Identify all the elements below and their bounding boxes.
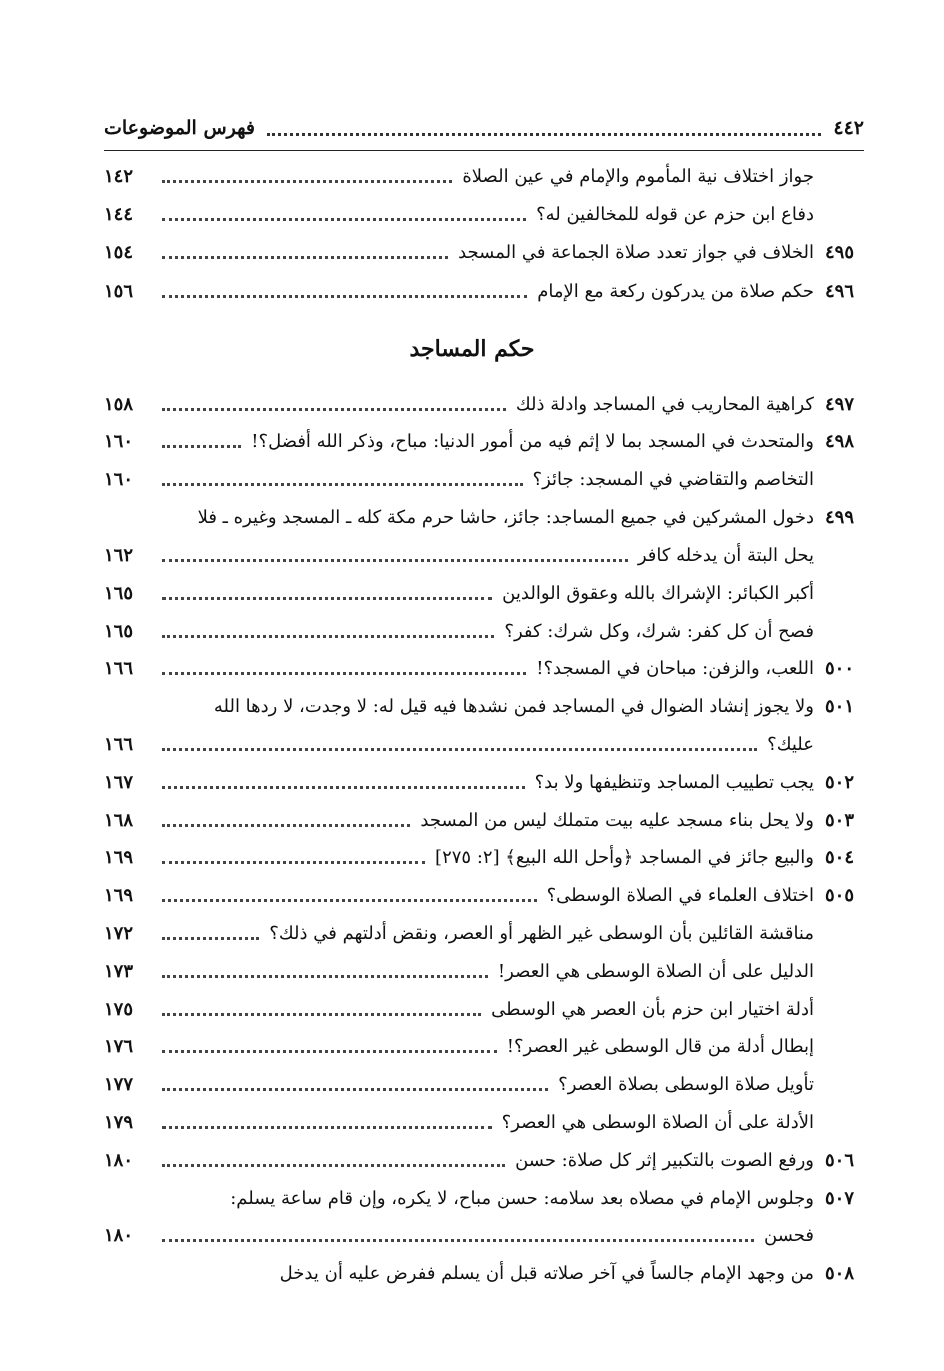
index-entry xyxy=(104,236,854,270)
leader-dots xyxy=(162,975,488,978)
header-page-number: ٤٤٢ xyxy=(833,117,864,139)
entry-page: ١٦٥ xyxy=(104,583,134,604)
entry-page: ١٦٩ xyxy=(104,847,134,868)
header-title: فهرس الموضوعات xyxy=(104,117,255,139)
index-entry xyxy=(104,615,854,649)
entry-page: ١٧٢ xyxy=(104,923,134,944)
leader-dots xyxy=(162,824,410,827)
leader-dots xyxy=(162,786,525,789)
leader-dots xyxy=(162,408,506,411)
leader-dots xyxy=(162,635,494,638)
index-entry xyxy=(104,955,854,989)
entry-text: دفاع ابن حزم عن قوله للمخالفين له؟ xyxy=(536,204,814,225)
entry-page: ١٨٠ xyxy=(104,1225,134,1246)
entry-page: ١٨٠ xyxy=(104,1150,134,1171)
leader-dots xyxy=(162,218,526,221)
entry-number: ٥٠٥ xyxy=(824,885,854,906)
index-entry xyxy=(104,1219,854,1253)
entry-text: الدليل على أن الصلاة الوسطى هي العصر! xyxy=(497,961,814,982)
entry-page: ١٧٩ xyxy=(104,1112,134,1133)
entry-page: ١٦٦ xyxy=(104,734,134,755)
entry-text: يحل البتة أن يدخله كافر xyxy=(637,545,814,566)
entry-text: فحسن xyxy=(764,1225,814,1246)
index-entry xyxy=(104,160,854,194)
header-leader-dots xyxy=(267,133,821,136)
entry-text: جواز اختلاف نية المأموم والإمام في عين الصلاة xyxy=(462,166,814,187)
index-entry xyxy=(104,463,854,497)
entry-text: يجب تطييب المساجد وتنظيفها ولا بد؟ xyxy=(534,772,814,793)
index-entry xyxy=(104,425,854,459)
leader-dots xyxy=(162,597,492,600)
entry-number: ٤٩٦ xyxy=(824,281,854,302)
index-entry xyxy=(104,1144,854,1178)
entry-page: ١٥٨ xyxy=(104,394,134,415)
entry-page: ١٦٧ xyxy=(104,772,134,793)
entry-number: ٥٠٣ xyxy=(824,810,854,831)
leader-dots xyxy=(162,748,757,751)
entry-number: ٤٩٥ xyxy=(824,242,854,263)
leader-dots xyxy=(162,445,241,448)
index-entry xyxy=(104,501,854,535)
leader-dots xyxy=(162,180,452,183)
index-entry xyxy=(104,1257,854,1291)
entry-number: ٥٠٧ xyxy=(824,1188,854,1209)
leader-dots xyxy=(162,1050,497,1053)
leader-dots xyxy=(162,1013,481,1016)
entry-text: التخاصم والتقاضي في المسجد: جائز؟ xyxy=(532,469,814,490)
index-entry xyxy=(104,198,854,232)
entry-page: ١٧٥ xyxy=(104,999,134,1020)
entry-page: ١٤٤ xyxy=(104,204,134,225)
entry-number: ٥٠١ xyxy=(824,696,854,717)
leader-dots xyxy=(162,1126,492,1129)
entry-text: وجلوس الإمام في مصلاه بعد سلامه: حسن مباح، لا يكره، وإن قام ساعة يسلم: xyxy=(230,1188,814,1209)
entry-text: تأويل صلاة الوسطى بصلاة العصر؟ xyxy=(558,1074,814,1095)
entry-page: ١٦٨ xyxy=(104,810,134,831)
index-entry xyxy=(104,766,854,800)
index-entry xyxy=(104,690,854,724)
entry-text: حكم صلاة من يدركون ركعة مع الإمام xyxy=(537,281,814,302)
index-entry xyxy=(104,1182,854,1216)
entry-page: ١٧٧ xyxy=(104,1074,134,1095)
leader-dots xyxy=(162,861,425,864)
entry-text: من وجهد الإمام جالساً في آخر صلاته قبل أن يسلم ففرض عليه أن يدخل xyxy=(279,1263,814,1284)
index-entry xyxy=(104,652,854,686)
section-title: حكم المساجد xyxy=(409,336,535,362)
leader-dots xyxy=(162,295,527,298)
entry-page: ١٦٩ xyxy=(104,885,134,906)
entry-number: ٥٠٢ xyxy=(824,772,854,793)
entry-text: اختلاف العلماء في الصلاة الوسطى؟ xyxy=(546,885,814,906)
index-entry xyxy=(104,539,854,573)
entry-text: الخلاف في جواز تعدد صلاة الجماعة في المسجد xyxy=(458,242,814,263)
leader-dots xyxy=(162,483,523,486)
entry-text: ورفع الصوت بالتكبير إثر كل صلاة: حسن xyxy=(515,1150,814,1171)
index-entry xyxy=(104,993,854,1027)
entry-number: ٥٠٠ xyxy=(824,658,854,679)
entry-text: أكبر الكبائر: الإشراك بالله وعقوق الوالدين xyxy=(502,583,814,604)
index-entry xyxy=(104,1030,854,1064)
entry-page: ١٦٥ xyxy=(104,621,134,642)
entry-text: والمتحدث في المسجد بما لا إثم فيه من أمور الدنيا: مباح، وذكر الله أفضل؟! xyxy=(251,431,814,452)
index-entry xyxy=(104,1106,854,1140)
entry-page: ١٤٢ xyxy=(104,166,134,187)
index-entry xyxy=(104,577,854,611)
page-header xyxy=(104,106,864,151)
leader-dots xyxy=(162,1164,505,1167)
index-entry xyxy=(104,1068,854,1102)
index-entry xyxy=(104,804,854,838)
entry-page: ١٧٣ xyxy=(104,961,134,982)
leader-dots xyxy=(162,672,526,675)
leader-dots xyxy=(162,1239,754,1242)
entry-page: ١٦٠ xyxy=(104,431,134,452)
entry-text: والبيع جائز في المساجد ﴿وأحل الله البيع﴾ [٢: ٢٧٥] xyxy=(435,847,814,868)
entry-page: ١٧٦ xyxy=(104,1036,134,1057)
index-entry xyxy=(104,879,854,913)
entry-page: ١٦٢ xyxy=(104,545,134,566)
entry-text: كراهية المحاريب في المساجد وادلة ذلك xyxy=(515,394,814,415)
entry-text: دخول المشركين في جميع المساجد: جائز، حاشا حرم مكة كله ـ المسجد وغيره ـ فلا xyxy=(197,507,814,528)
entry-number: ٥٠٦ xyxy=(824,1150,854,1171)
index-entry xyxy=(104,728,854,762)
entry-text: الأدلة على أن الصلاة الوسطى هي العصر؟ xyxy=(501,1112,814,1133)
entry-number: ٤٩٨ xyxy=(824,431,854,452)
index-entry xyxy=(104,275,854,309)
entry-number: ٤٩٧ xyxy=(824,394,854,415)
index-entry xyxy=(104,841,854,875)
leader-dots xyxy=(162,256,448,259)
entry-text: عليك؟ xyxy=(767,734,814,755)
entry-text: أدلة اختيار ابن حزم بأن العصر هي الوسطى xyxy=(491,999,814,1020)
leader-dots xyxy=(162,559,628,562)
entry-text: ولا يجوز إنشاد الضوال في المساجد فمن نشدها فيه قيل له: لا وجدت، لا ردها الله xyxy=(213,696,814,717)
entry-page: ١٥٤ xyxy=(104,242,134,263)
leader-dots xyxy=(162,1088,548,1091)
index-entry xyxy=(104,917,854,951)
entry-number: ٤٩٩ xyxy=(824,507,854,528)
entry-number: ٥٠٨ xyxy=(824,1263,854,1284)
entry-text: فصح أن كل كفر: شرك، وكل شرك: كفر؟ xyxy=(504,621,814,642)
index-entry xyxy=(104,388,854,422)
entry-text: ولا يحل بناء مسجد عليه بيت متملك ليس من المسجد xyxy=(420,810,814,831)
leader-dots xyxy=(162,899,537,902)
entry-number: ٥٠٤ xyxy=(824,847,854,868)
entry-page: ١٦٦ xyxy=(104,658,134,679)
entry-text: مناقشة القائلين بأن الوسطى غير الظهر أو العصر، ونقض أدلتهم في ذلك؟ xyxy=(269,923,814,944)
leader-dots xyxy=(162,937,259,940)
entry-page: ١٥٦ xyxy=(104,281,134,302)
entry-text: اللعب، والزفن: مباحان في المسجد؟! xyxy=(536,658,814,679)
entry-page: ١٦٠ xyxy=(104,469,134,490)
entry-text: إبطال أدلة من قال الوسطى غير العصر؟! xyxy=(506,1036,814,1057)
